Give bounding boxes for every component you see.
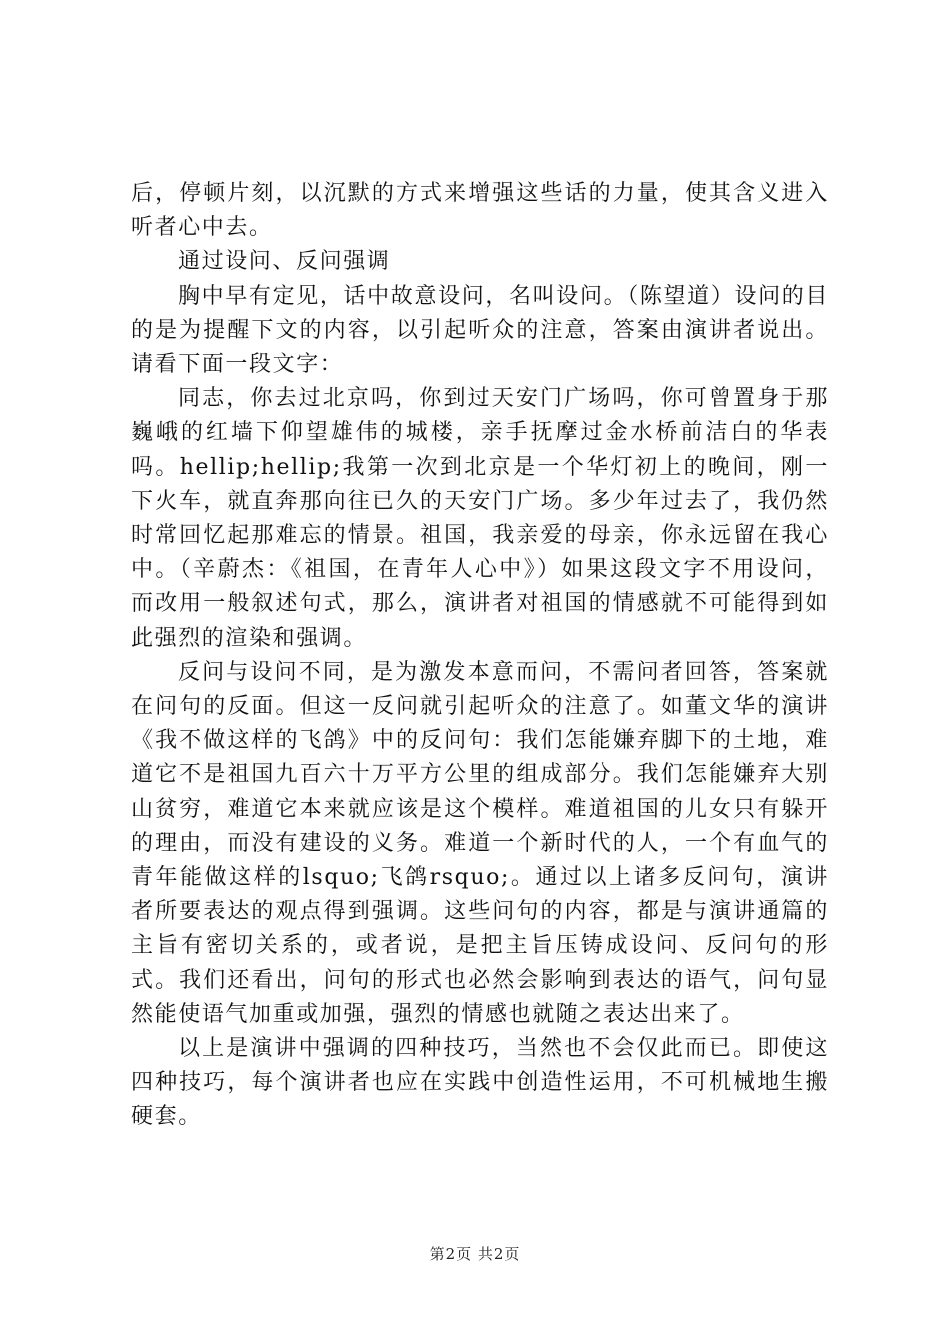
paragraph-conclusion: 以上是演讲中强调的四种技巧，当然也不会仅此而已。即使这四种技巧，每个演讲者也应在实践中创造性运用，不可机械地生搬硬套。 xyxy=(131,1036,829,1130)
paragraph-example-quote: 同志，你去过北京吗，你到过天安门广场吗，你可曾置身于那巍峨的红墙下仰望雄伟的城楼，亲手抚摩过金水桥前洁白的华表吗。hellip;hellip;我第一次到北京是一个华灯初上的晚间，刚一下火车，就直奔那向往已久的天安门广场。多少年过去了，我仍然时常回忆起那难忘的情景。祖国，我亲爱的母亲，你永远留在我心中。（辛蔚杰：《祖国，在青年人心中》）如果这段文字不用设问，而改用一般叙述句式，那么，演讲者对祖国的情感就不可能得到如此强烈的渲染和强调。 xyxy=(131,386,829,651)
section-heading: 通过设问、反问强调 xyxy=(178,249,391,275)
page-number-footer: 第2页 共2页 xyxy=(429,1245,521,1263)
paragraph-continuation: 后，停顿片刻，以沉默的方式来增强这些话的力量，使其含义进入听者心中去。 xyxy=(131,181,829,241)
document-body xyxy=(131,177,829,1135)
paragraph-counter-question: 反问与设问不同，是为激发本意而问，不需问者回答，答案就在问句的反面。但这一反问就引起听众的注意了。如董文华的演讲《我不做这样的飞鸽》中的反问句：我们怎能嫌弃脚下的土地，难道它不是祖国九百六十万平方公里的组成部分。我们怎能嫌弃大别山贫穷，难道它本来就应该是这个模样。难道祖国的儿女只有躲开的理由，而没有建设的义务。难道一个新时代的人，一个有血气的青年能做这样的lsquo;飞鸽rsquo;。通过以上诸多反问句，演讲者所要表达的观点得到强调。这些问句的内容，都是与演讲通篇的主旨有密切关系的，或者说，是把主旨压铸成设问、反问句的形式。我们还看出，问句的形式也必然会影响到表达的语气，问句显然能使语气加重或加强，强烈的情感也就随之表达出来了。 xyxy=(131,659,829,1027)
paragraph-rhetorical-question: 胸中早有定见，话中故意设问，名叫设问。（陈望道）设问的目的是为提醒下文的内容，以引起听众的注意，答案由演讲者说出。请看下面一段文字： xyxy=(131,283,829,378)
